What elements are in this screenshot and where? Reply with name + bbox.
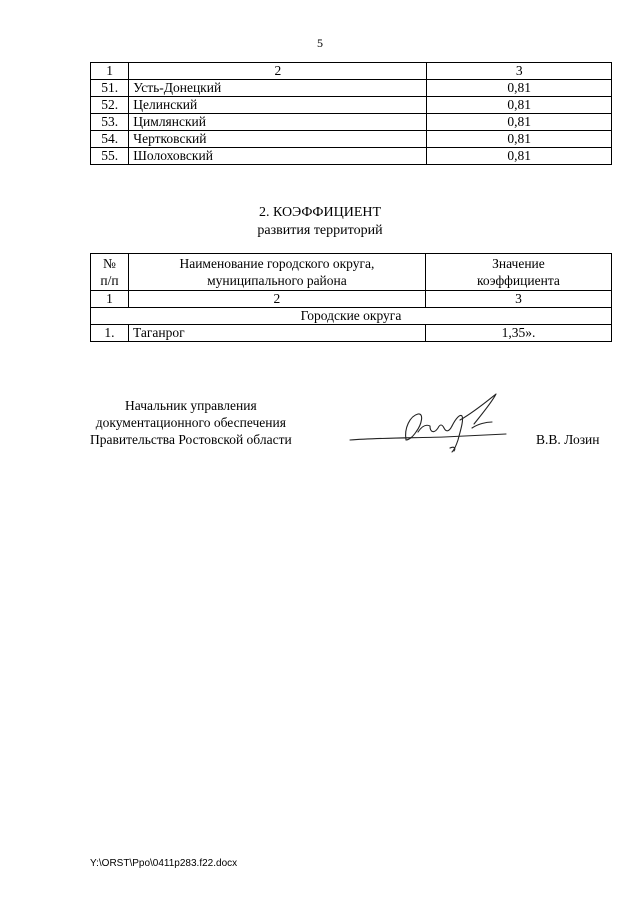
table-header-row bbox=[91, 63, 612, 80]
table-header-row bbox=[91, 254, 612, 291]
coefficient-value: 0,81 bbox=[427, 148, 612, 165]
header-number-line2: п/п bbox=[100, 273, 119, 288]
signer-position-line1: Начальник управления bbox=[125, 398, 257, 413]
section-title: 2. КОЭФФИЦИЕНТ bbox=[258, 205, 382, 220]
municipality-name: Чертковский bbox=[129, 131, 427, 148]
column-number-3: 3 bbox=[425, 291, 611, 308]
row-number: 53. bbox=[91, 114, 129, 131]
table-numbering-row bbox=[91, 291, 612, 308]
table-row bbox=[91, 114, 612, 131]
table-row bbox=[91, 80, 612, 97]
header-number-line1: № bbox=[103, 256, 116, 271]
coefficient-value: 1,35». bbox=[425, 325, 611, 342]
page-number: 5 bbox=[317, 36, 323, 50]
column-number-1: 1 bbox=[91, 63, 129, 80]
municipality-name: Таганрог bbox=[128, 325, 425, 342]
header-value-line2: коэффициента bbox=[477, 273, 560, 288]
territory-development-table bbox=[90, 253, 612, 342]
column-number-2: 2 bbox=[128, 291, 425, 308]
row-number: 55. bbox=[91, 148, 129, 165]
header-name-line1: Наименование городского округа, bbox=[179, 256, 375, 271]
row-number: 52. bbox=[91, 97, 129, 114]
row-number: 51. bbox=[91, 80, 129, 97]
municipality-name: Усть-Донецкий bbox=[129, 80, 427, 97]
column-number-2: 2 bbox=[129, 63, 427, 80]
column-number-3: 3 bbox=[427, 63, 612, 80]
coefficient-value: 0,81 bbox=[427, 80, 612, 97]
coefficient-value: 0,81 bbox=[427, 114, 612, 131]
municipality-name: Целинский bbox=[129, 97, 427, 114]
footer-file-path: Y:\ORST\Ppo\0411p283.f22.docx bbox=[90, 858, 238, 869]
header-name-cell bbox=[128, 254, 425, 291]
table-row bbox=[91, 131, 612, 148]
header-value-cell bbox=[425, 254, 611, 291]
coefficient-value: 0,81 bbox=[427, 131, 612, 148]
handwritten-signature bbox=[346, 388, 516, 458]
row-number: 1. bbox=[91, 325, 129, 342]
table-row bbox=[91, 148, 612, 165]
signer-position-line3: Правительства Ростовской области bbox=[90, 432, 292, 447]
header-value-line1: Значение bbox=[492, 256, 545, 271]
column-number-1: 1 bbox=[91, 291, 129, 308]
row-number: 54. bbox=[91, 131, 129, 148]
header-number-cell bbox=[91, 254, 129, 291]
coefficients-table-continued bbox=[90, 62, 612, 165]
table-group-row bbox=[91, 308, 612, 325]
section-subtitle: развития территорий bbox=[257, 223, 383, 238]
signer-position bbox=[90, 397, 292, 448]
municipality-name: Шолоховский bbox=[129, 148, 427, 165]
table-row bbox=[91, 97, 612, 114]
header-name-line2: муниципального района bbox=[207, 273, 347, 288]
coefficient-value: 0,81 bbox=[427, 97, 612, 114]
group-label: Городские округа bbox=[91, 308, 612, 325]
municipality-name: Цимлянский bbox=[129, 114, 427, 131]
table-row bbox=[91, 325, 612, 342]
signer-position-line2: документационного обеспечения bbox=[95, 415, 286, 430]
signer-name: В.В. Лозин bbox=[536, 432, 600, 447]
